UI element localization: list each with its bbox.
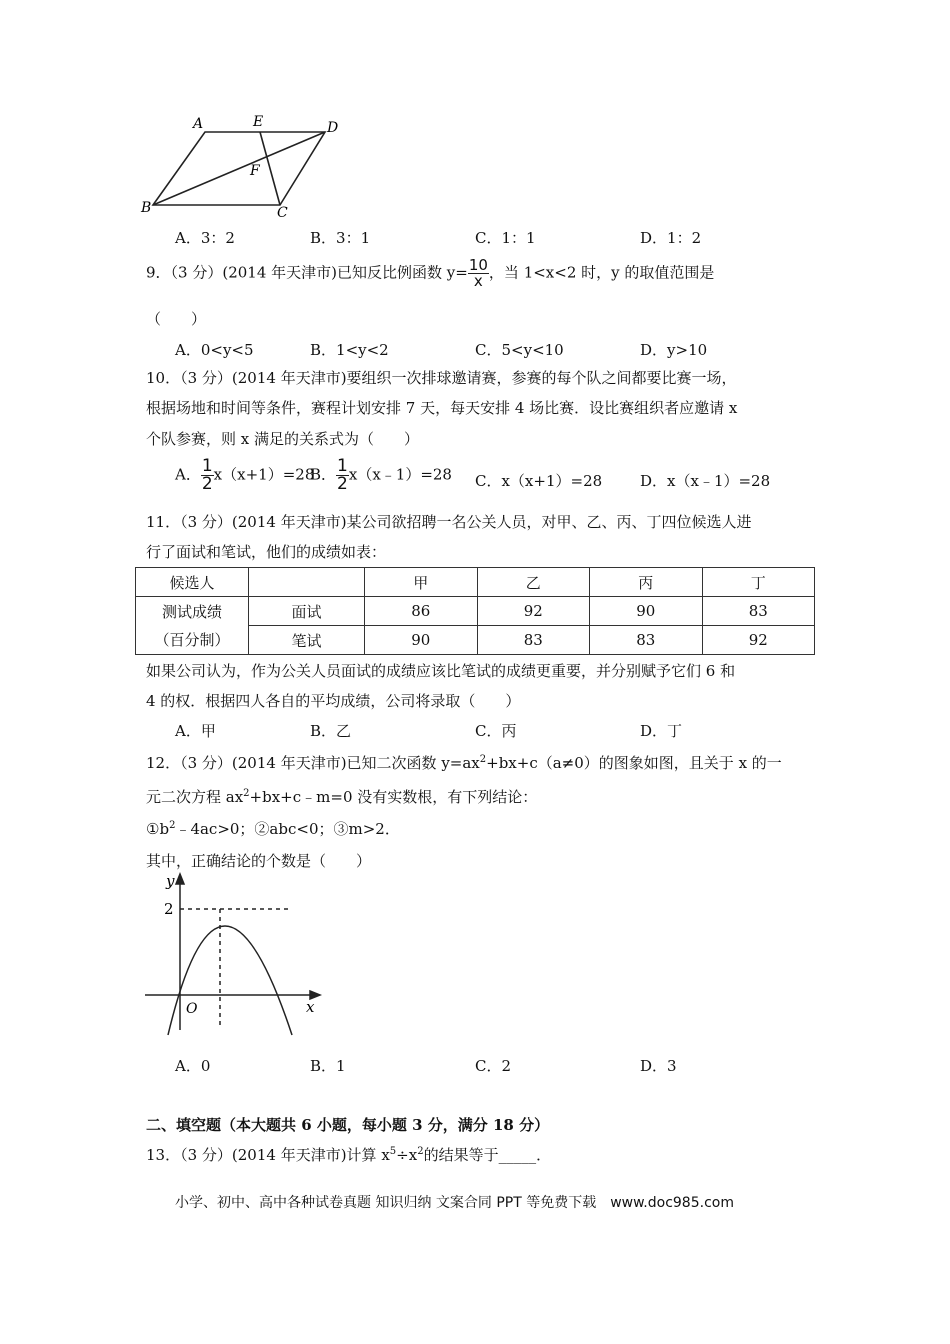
q12-line4: 其中，正确结论的个数是（ ） — [146, 852, 372, 870]
page-footer: 小学、初中、高中各种试卷真题 知识归纳 文案合同 PPT 等免费下载 www.doc985.com — [175, 1195, 734, 1211]
q9-option-b: B．1<y<2 — [310, 341, 389, 359]
q9-option-c: C．5<y<10 — [475, 341, 564, 359]
q12-option-c: C．2 — [475, 1057, 512, 1075]
row-label: 面试 — [249, 597, 365, 626]
q10-line3: 个队参赛，则 x 满足的关系式为（ ） — [146, 430, 419, 448]
table-cell: 90 — [590, 597, 703, 626]
q10-option-d: D．x（x﹣1）=28 — [640, 472, 771, 490]
q11-line4: 4 的权．根据四人各自的平均成绩，公司将录取（ ） — [146, 692, 521, 710]
q11-option-c: C．丙 — [475, 722, 517, 740]
header-cell — [249, 568, 365, 597]
header-cell: 候选人 — [136, 568, 249, 597]
label-d: D — [327, 120, 339, 136]
q10-option-a: A． $\frac{1}{2}$ x（x+1）=28 — [175, 456, 315, 494]
q12-line1: 12．（3 分）(2014 年天津市)已知二次函数 $y=ax^2+bx+c(a\ne 0)$的图象如图，且关于 x 的一 — [146, 754, 782, 772]
label-f: F — [250, 163, 260, 179]
q8-option-d: D．1：2 — [640, 229, 702, 247]
q9-stem: 9．（3 分）(2014 年天津市)已知反比例函数 y= $\frac{10}{x}$ ，当 1<x<2 时，y 的取值范围是 — [146, 256, 715, 290]
header-cell: 丁 — [702, 568, 815, 597]
q12-line2: 元二次方程 $ax^2+bx+c﹣m=0$ 没有实数根，有下列结论： — [146, 788, 538, 806]
origin-label: O — [186, 1001, 198, 1017]
q8-option-a: A．3：2 — [175, 229, 235, 247]
table-cell: 83 — [590, 626, 703, 655]
q11-option-b: B．乙 — [310, 722, 352, 740]
table-row — [136, 597, 815, 626]
table-cell: 83 — [702, 597, 815, 626]
header-cell: 丙 — [590, 568, 703, 597]
q11-line1: 11．（3 分）(2014 年天津市)某公司欲招聘一名公关人员，对甲、乙、丙、丁四位候选人进 — [146, 513, 752, 531]
q11-line3: 如果公司认为，作为公关人员面试的成绩应该比笔试的成绩更重要，并分别赋予它们 6 和 — [146, 662, 736, 680]
q9-option-a: A．0<y<5 — [175, 341, 254, 359]
table-cell: 92 — [702, 626, 815, 655]
group-cell: 测试成绩 （百分制） — [136, 597, 249, 655]
table-row — [136, 568, 815, 597]
q8-option-b: B．3：1 — [310, 229, 371, 247]
q12-option-d: D．3 — [640, 1057, 677, 1075]
q11-option-d: D．丁 — [640, 722, 683, 740]
table-cell: 90 — [365, 626, 478, 655]
q10-option-b: B． $\frac{1}{2}$ x（x﹣1）=28 — [310, 456, 452, 494]
label-c: C — [277, 205, 288, 220]
scores-table — [135, 567, 815, 655]
parabola-graph — [140, 870, 330, 1040]
y-axis-label: y — [166, 872, 175, 890]
q11-line2: 行了面试和笔试，他们的成绩如表： — [146, 543, 387, 561]
q9-paren: （ ） — [146, 310, 207, 328]
parallelogram-figure — [135, 110, 350, 220]
q10-option-c: C．x（x+1）=28 — [475, 472, 603, 490]
q12-option-b: B．1 — [310, 1057, 346, 1075]
label-b: B — [141, 200, 152, 216]
label-e: E — [253, 114, 264, 130]
q10-line1: 10．（3 分）(2014 年天津市)要组织一次排球邀请赛，参赛的每个队之间都要比赛一场， — [146, 369, 737, 387]
q13-stem: 13．（3 分）(2014 年天津市)计算 $x^5\div x^2$的结果等于_____． — [146, 1146, 552, 1164]
q12-line3: $①b^2﹣4ac>0$；②abc<0；③m>2． — [146, 820, 400, 838]
q11-option-a: A．甲 — [175, 722, 216, 740]
q12-option-a: A．0 — [175, 1057, 211, 1075]
x-axis-label: x — [306, 998, 315, 1016]
table-cell: 92 — [477, 597, 590, 626]
q8-option-c: C．1：1 — [475, 229, 536, 247]
header-cell: 甲 — [365, 568, 478, 597]
section-2-title: 二、填空题（本大题共 6 小题，每小题 3 分，满分 18 分） — [146, 1116, 550, 1134]
parabola-curve — [168, 926, 292, 1035]
table-cell: 83 — [477, 626, 590, 655]
label-a: A — [193, 116, 204, 132]
value-2-label: 2 — [164, 900, 174, 918]
row-label: 笔试 — [249, 626, 365, 655]
header-cell: 乙 — [477, 568, 590, 597]
q10-line2: 根据场地和时间等条件，赛程计划安排 7 天，每天安排 4 场比赛．设比赛组织者应邀请 x — [146, 399, 738, 417]
q9-option-d: D．y>10 — [640, 341, 708, 359]
table-cell: 86 — [365, 597, 478, 626]
